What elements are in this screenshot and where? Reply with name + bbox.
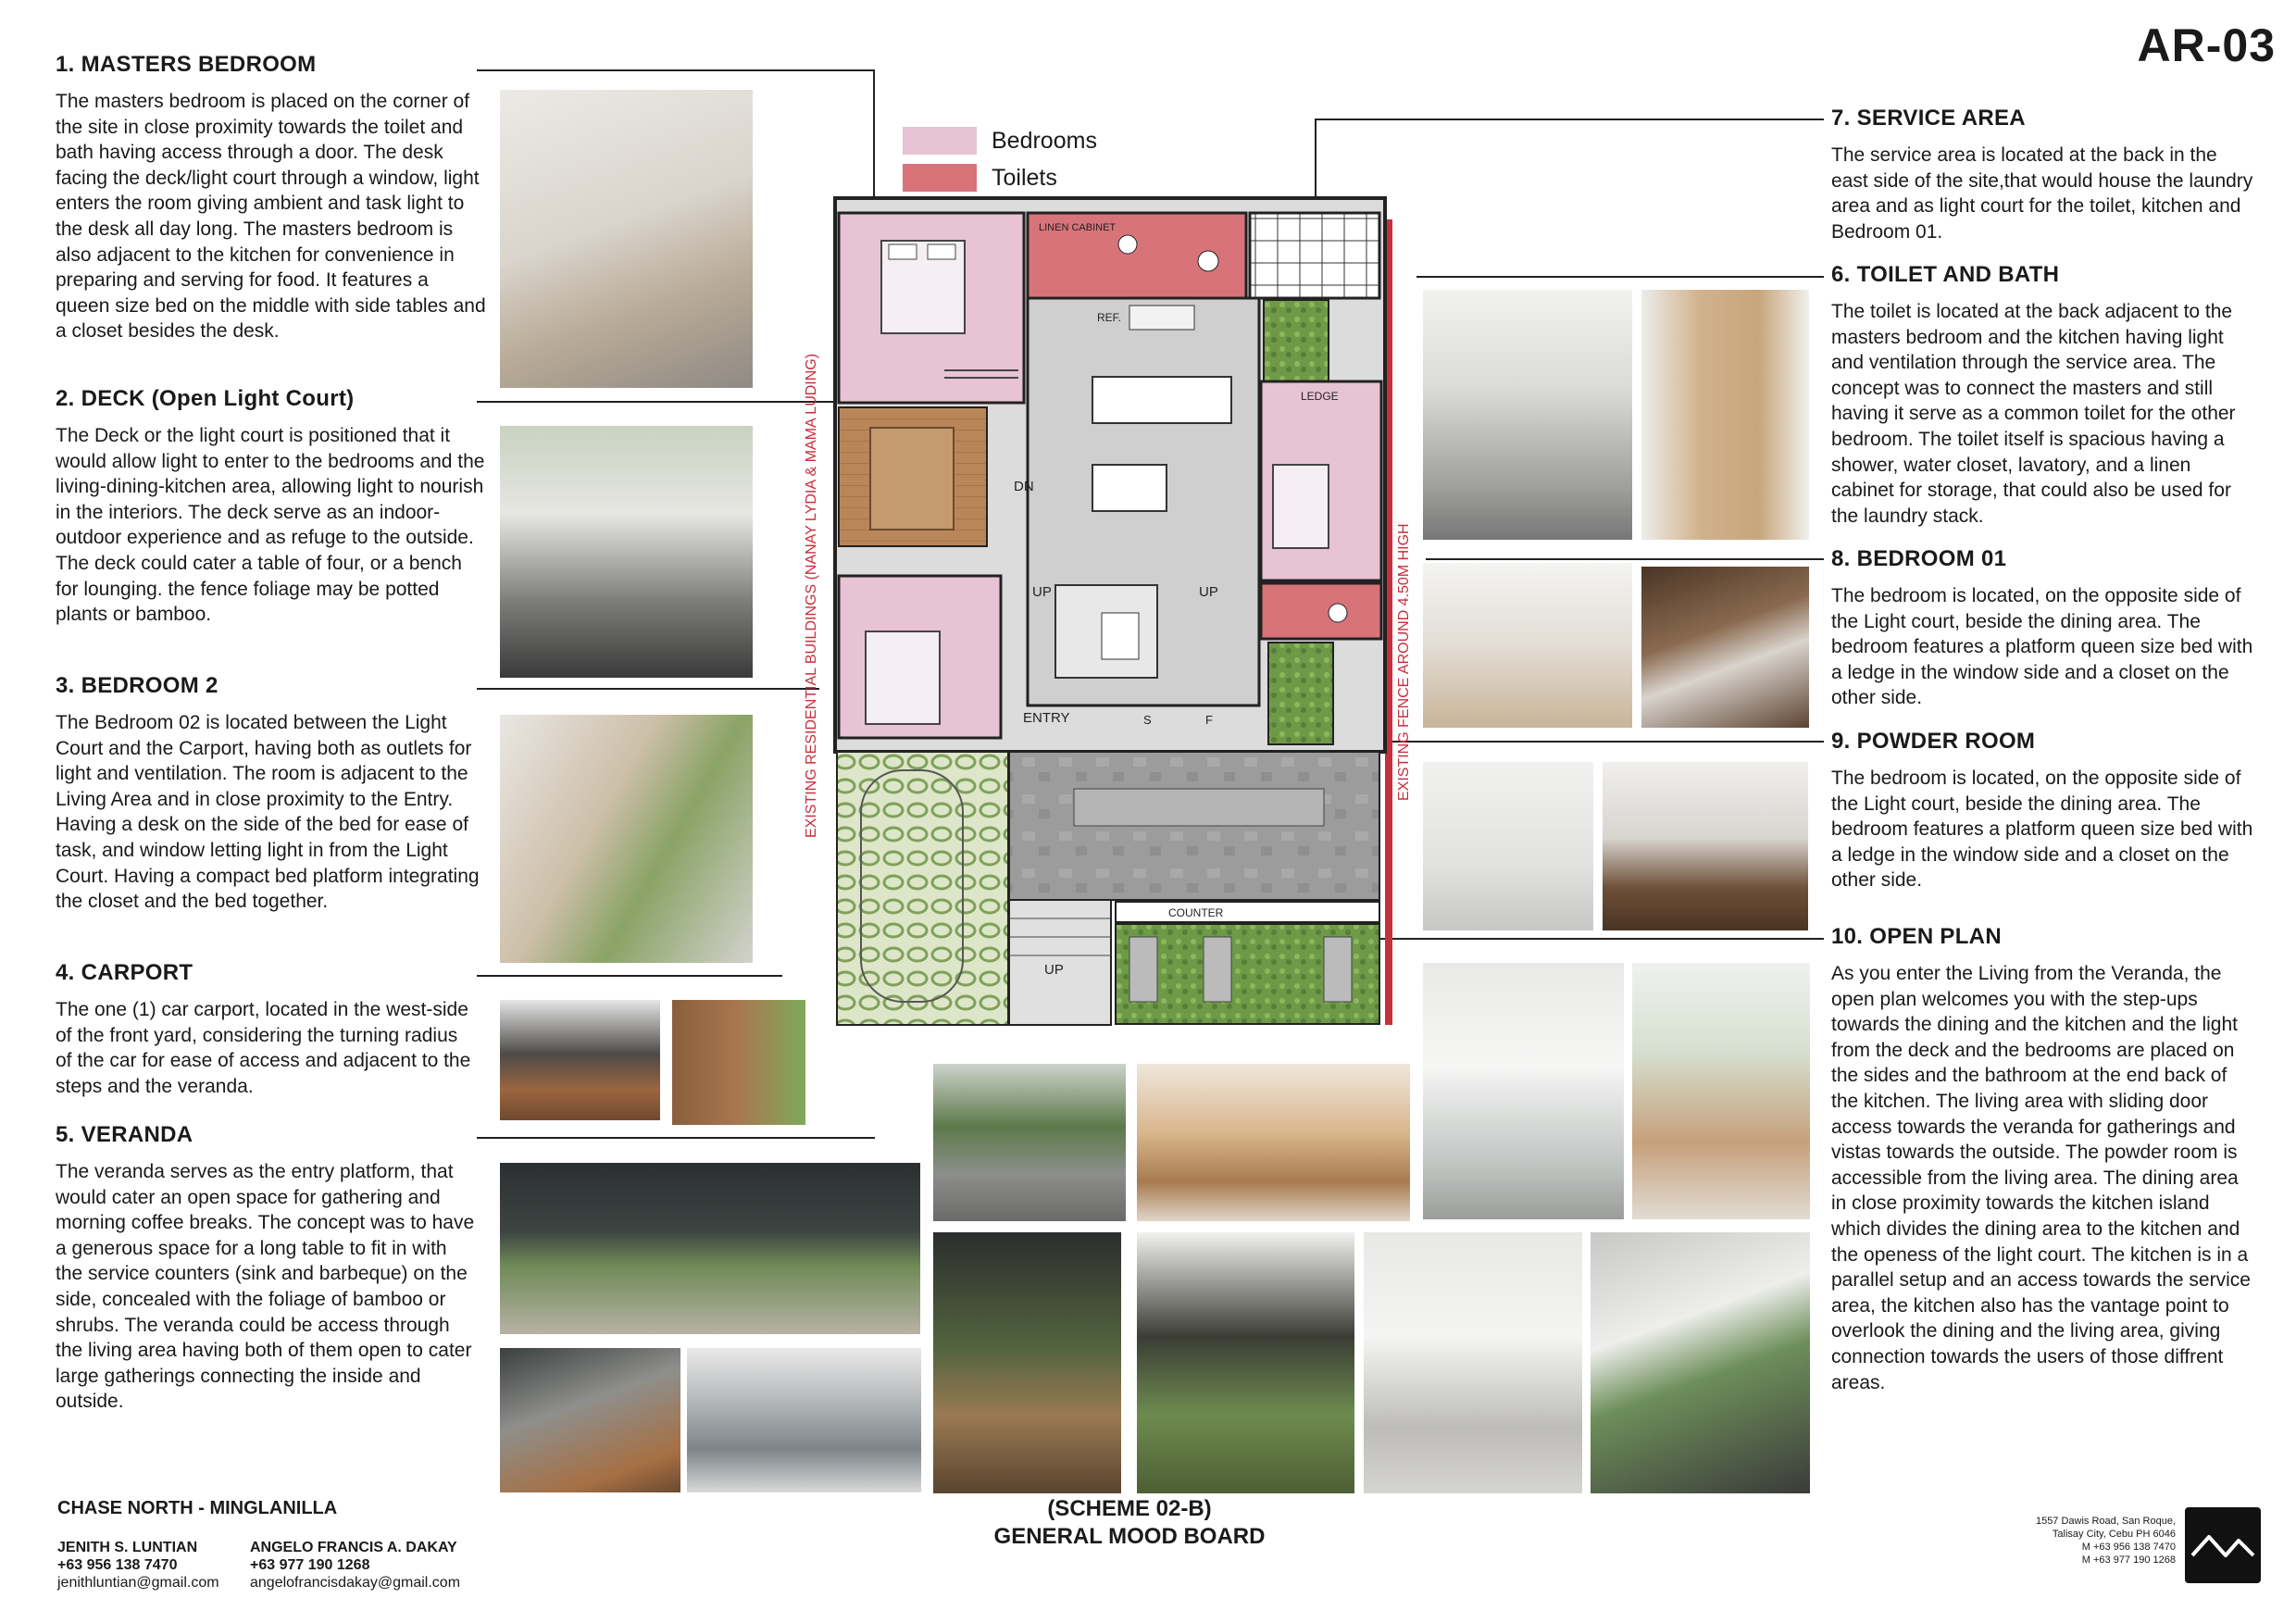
leader-line (1426, 558, 1824, 560)
wave-logo-icon (2185, 1507, 2261, 1583)
service-area (1250, 213, 1379, 298)
service-counter (1116, 902, 1379, 922)
linen-cabinet-label: LINEN CABINET (1039, 222, 1117, 233)
section-body: The one (1) car carport, located in the west-side of the front yard, considering the turning radius of the car for ease of access and adjacent to the steps and the veranda. (56, 999, 471, 1097)
open-plan-photo-5 (933, 1232, 1121, 1493)
dining-table (1092, 465, 1167, 511)
counter-label: COUNTER (1168, 906, 1224, 919)
up-label: UP (1199, 584, 1218, 600)
veranda-photo-3 (687, 1348, 921, 1492)
address-line: Talisay City, Cebu PH 6046 (2052, 1529, 2176, 1540)
floor-plan (833, 196, 1426, 1028)
bedroom-01-photo-2 (1641, 567, 1809, 728)
section-powder-room (1831, 729, 2257, 893)
contact-dakay (250, 1539, 460, 1592)
bed-icon (1273, 465, 1329, 548)
bedroom-01-photo (1423, 563, 1632, 728)
toilet-fixture-icon (1329, 604, 1347, 622)
section-body: As you enter the Living from the Veranda, the open plan welcomes you with the step-ups towards the dining and the kitchen and the light from the deck and the bedrooms are placed on the sides and the bathroom at the end back of the kitchen. The living area with sliding door access towards the veranda for gatherings and vistas towards the outside. The powder room is accessible from the living area. The dining area in close proximity towards the kitchen island which divides the dining area to the kitchen and the openess of the light court. The kitchen is in a parallel setup and an access towards the service area, the kitchen also has the vantage point to overlook the dining and the living area, giving connection towards the users of those diffrent areas. (1831, 963, 2251, 1393)
bedroom-2-photo (500, 715, 753, 963)
contact-name: JENITH S. LUNTIAN (57, 1540, 198, 1555)
section-title: 3. BEDROOM 2 (56, 673, 218, 698)
studio-logo-icon (2185, 1507, 2261, 1583)
powder-room (1261, 583, 1381, 639)
contact-name: ANGELO FRANCIS A. DAKAY (250, 1540, 457, 1555)
toilet-fixture-icon (1118, 235, 1137, 254)
f-label: F (1205, 713, 1213, 727)
carport-photo-2 (672, 1000, 805, 1125)
address-line: M +63 977 190 1268 (2081, 1554, 2176, 1566)
section-carport (56, 960, 472, 1099)
toilet-photo-2 (1641, 290, 1809, 540)
ledge-label: LEDGE (1301, 390, 1339, 403)
open-plan-photo-3 (933, 1064, 1126, 1221)
open-plan-photo-4 (1137, 1064, 1410, 1221)
open-plan-photo-2 (1632, 963, 1810, 1219)
section-body: The bedroom is located, on the opposite side of the Light court, beside the dining area. The bedroom features a platform queen size bed with a ledge in the window side and a closet on the other side. (1831, 585, 2253, 709)
legend-item-bedrooms (903, 122, 1097, 159)
bed-icon (866, 631, 940, 724)
section-body: The veranda serves as the entry platform, that would cater an open space for gathering and morning coffee breaks. The concept was to have a generous space for a long table to fit in with the service counters (sink and barbeque) on the side, concealed with the foliage of bamboo or shrubs. The veranda could be access through the living area having both of them open to cater large gatherings connecting the inside and outside. (56, 1161, 475, 1413)
legend-label: Bedrooms (992, 127, 1097, 154)
open-plan-photo (1423, 963, 1624, 1219)
section-body: The masters bedroom is placed on the corner of the site in close proximity towards the toilet and bath having access through a door. The desk facing the deck/light court through a window, light enters the room giving ambient and task light to the desk all day long. The masters bedroom is also adjacent to the kitchen for convenience in preparing and serving for food. It features a queen size bed on the middle with side tables and a closet besides the desk. (56, 91, 486, 343)
section-body: The Deck or the light court is positioned that it would allow light to enter to the bedrooms and the living-dining-kitchen area, allowing light to nourish in the interiors. The deck serve as an indoor-outdoor experience and as refuge to the outside. The deck could cater a table of four, or a bench for lounging. the fence foliage may be potted plants or bamboo. (56, 425, 485, 626)
entry-label: ENTRY (1023, 710, 1070, 726)
carport-photo (500, 1000, 660, 1120)
scheme-line-1: (SCHEME 02-B) (1047, 1496, 1212, 1521)
section-toilet-bath (1831, 262, 2257, 529)
section-title: 9. POWDER ROOM (1831, 729, 2036, 754)
toilets-swatch (903, 164, 977, 192)
leader-line (477, 69, 875, 71)
dn-label: DN (1014, 479, 1034, 494)
veranda-photo-2 (500, 1348, 680, 1492)
powder-room-photo-2 (1603, 762, 1808, 930)
up-label: UP (1032, 584, 1052, 600)
project-title: CHASE NORTH - MINGLANILLA (57, 1498, 338, 1518)
studio-address (1935, 1515, 2176, 1567)
open-plan-photo-6 (1137, 1232, 1354, 1493)
section-body: The toilet is located at the back adjacent to the masters bedroom and the kitchen having light and ventilation through the service area. The concept was to connect the masters and still having it serve as a common toilet for the other bedroom. The toilet itself is spacious having a shower, water closet, lavatory, and a linen cabinet for storage, that could also be used for the laundry stack. (1831, 301, 2236, 527)
section-title: 10. OPEN PLAN (1831, 924, 2002, 949)
scheme-line-2: GENERAL MOOD BOARD (993, 1524, 1266, 1549)
up-label: UP (1044, 962, 1064, 978)
section-body: The Bedroom 02 is located between the Light Court and the Carport, having both as outlets for light and ventilation. The room is adjacent to the Living Area and in close proximity to the Entry. Having a desk on the side of the bed for ease of task, and window letting light in from the Light Court. Having a compact bed platform integrating the closet and the bed together. (56, 712, 480, 913)
section-deck (56, 386, 486, 628)
s-label: S (1143, 713, 1152, 727)
section-title: 2. DECK (Open Light Court) (56, 386, 355, 411)
open-plan-photo-7 (1364, 1232, 1582, 1493)
open-plan-photo-8 (1591, 1232, 1810, 1493)
leader-line (1315, 119, 1824, 120)
section-body: The service area is located at the back in the east side of the site,that would house the laundry area and as light court for the toilet, kitchen and Bedroom 01. (1831, 144, 2253, 243)
leader-line (477, 1137, 875, 1139)
leader-line (477, 688, 819, 690)
section-body: The bedroom is located, on the opposite side of the Light court, beside the dining area. The bedroom features a platform queen size bed with a ledge in the window side and a closet on the other side. (1831, 768, 2253, 892)
address-line: 1557 Dawis Road, San Roque, (2035, 1516, 2176, 1527)
existing-fence-label: EXISTING FENCE AROUND 4.50M HIGH (1396, 523, 1412, 801)
garden-strip (1264, 300, 1329, 393)
legend-item-toilets (903, 159, 1097, 196)
legend-label: Toilets (992, 164, 1057, 191)
section-title: 8. BEDROOM 01 (1831, 546, 2007, 571)
section-open-plan (1831, 924, 2257, 1395)
contact-luntian (57, 1539, 219, 1592)
address-line: M +63 956 138 7470 (2081, 1542, 2176, 1553)
section-service-area (1831, 106, 2257, 244)
section-title: 6. TOILET AND BATH (1831, 262, 2060, 287)
toilet-fixture-icon (1198, 251, 1218, 271)
garden-strip (1268, 643, 1333, 744)
section-title: 7. SERVICE AREA (1831, 106, 2026, 131)
section-bedroom-01 (1831, 546, 2257, 711)
veranda-photo (500, 1163, 920, 1334)
powder-room-photo (1423, 762, 1593, 930)
contact-phone: +63 977 190 1268 (250, 1557, 370, 1573)
section-title: 4. CARPORT (56, 960, 193, 985)
contact-email[interactable]: angelofrancisdakay@gmail.com (250, 1575, 461, 1591)
carport (837, 752, 1008, 1025)
masters-bedroom-photo (500, 90, 753, 388)
section-masters-bedroom (56, 52, 486, 344)
ref-label: REF. (1097, 311, 1122, 324)
section-title: 5. VERANDA (56, 1122, 193, 1147)
kitchen-island (1092, 377, 1231, 423)
existing-buildings-label: EXISTING RESIDENTIAL BUILDINGS (NANAY LYDIA & MAMA LUDING) (804, 353, 819, 838)
plan-legend (903, 122, 1097, 196)
contact-phone: +63 956 138 7470 (57, 1557, 178, 1573)
leader-line (1416, 276, 1824, 278)
contact-email[interactable]: jenithluntian@gmail.com (57, 1575, 219, 1591)
section-title: 1. MASTERS BEDROOM (56, 52, 317, 77)
deck-photo (500, 426, 753, 678)
leader-line (477, 975, 782, 977)
sheet-code: AR-03 (2137, 19, 2276, 71)
bedrooms-swatch (903, 127, 977, 155)
scheme-title (954, 1495, 1305, 1551)
section-veranda (56, 1122, 477, 1415)
toilet-photo (1423, 290, 1632, 540)
section-bedroom-2 (56, 673, 486, 915)
